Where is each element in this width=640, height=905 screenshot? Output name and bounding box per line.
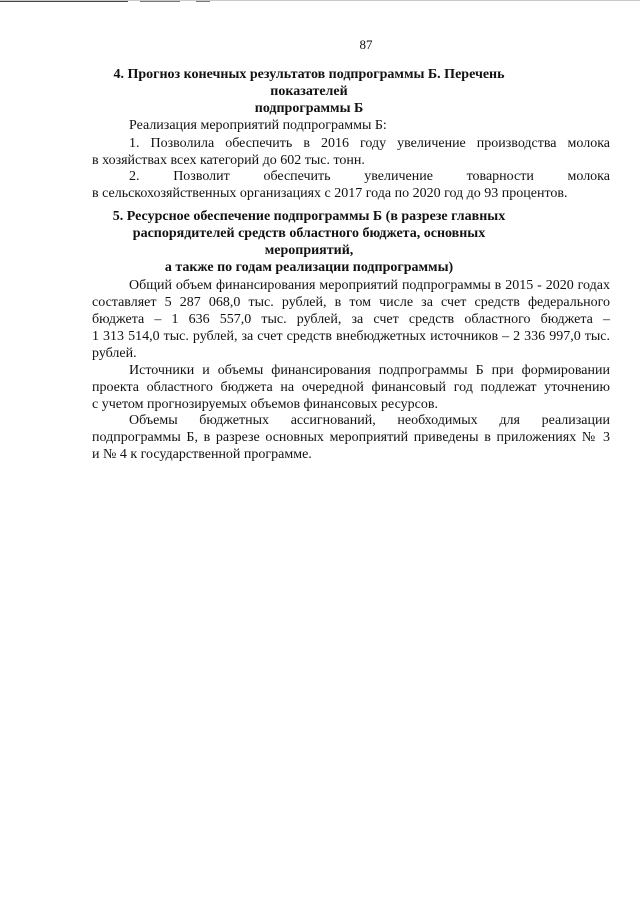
heading-line: подпрограммы Б: [254, 101, 364, 116]
paragraph-line: с учетом прогнозируемых объемов финансовых ресурсов.: [92, 397, 438, 412]
paragraph-line: составляет 5 287 068,0 тыс. рублей, в том числе за счет средств федерального: [92, 295, 610, 310]
paragraph-line: и № 4 к государственной программе.: [92, 447, 312, 462]
paragraph-line: Объемы бюджетных ассигнований, необходимых для реализации: [129, 413, 610, 428]
budget-volumes-paragraph: [92, 412, 610, 463]
page-number: 87: [359, 37, 373, 52]
paragraph-line: бюджета – 1 636 557,0 тыс. рублей, за счет средств областного бюджета –: [92, 312, 610, 327]
heading-line: 4. Прогноз конечных результатов подпрограммы Б. Перечень показателей: [113, 67, 505, 99]
paragraph-line: Общий объем финансирования мероприятий подпрограммы в 2015 - 2020 годах: [129, 278, 610, 293]
section-4-heading: [92, 66, 526, 117]
financing-total-paragraph: [92, 277, 610, 362]
paragraph-line: подпрограммы Б, в разрезе основных мероприятий приведены в приложениях № 3: [92, 430, 610, 445]
paragraph-line: Реализация мероприятий подпрограммы Б:: [129, 118, 387, 133]
paragraph-line: в сельскохозяйственных организациях с 2017 года по 2020 год до 93 процентов.: [92, 186, 568, 201]
list-item-2: [92, 168, 610, 202]
paragraph-line: проекта областного бюджета на очередной финансовый год подлежат уточнению: [92, 380, 610, 395]
list-item-1: [92, 135, 610, 169]
paragraph-line: в хозяйствах всех категорий до 602 тыс. тонн.: [92, 153, 365, 168]
section-5-heading: [92, 208, 526, 276]
intro-paragraph: [92, 117, 610, 134]
paragraph-line: 1. Позволила обеспечить в 2016 году увеличение производства молока: [129, 136, 610, 151]
heading-line: а также по годам реализации подпрограммы): [164, 260, 454, 275]
paragraph-line: 1 313 514,0 тыс. рублей, за счет средств внебюджетных источников – 2 336 997,0 тыс.: [92, 329, 610, 344]
heading-line: 5. Ресурсное обеспечение подпрограммы Б (в разрезе главных: [112, 209, 506, 224]
financing-sources-paragraph: [92, 362, 610, 413]
heading-line: распорядителей средств областного бюджета, основных мероприятий,: [132, 226, 486, 258]
paragraph-line: Источники и объемы финансирования подпрограммы Б при формировании: [129, 363, 610, 378]
paragraph-line: 2. Позволит обеспечить увеличение товарности молока: [129, 169, 610, 184]
paragraph-line: рублей.: [92, 346, 137, 361]
